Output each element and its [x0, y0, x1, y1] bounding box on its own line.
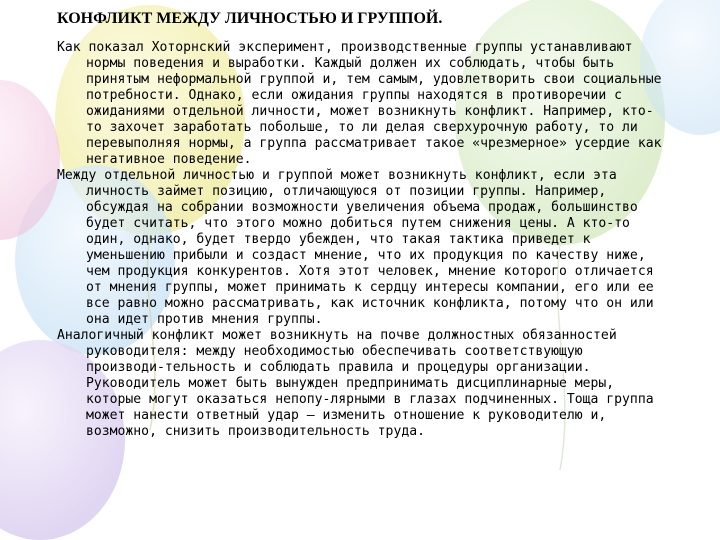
body-paragraph: Между отдельной личностью и группой может возникнуть конфликт, если эта личность займет позицию, отличающуюся от позиции группы. Например, обсуждая на собрании возможности увеличения объема продаж, большинство будет считать, что этого можно добиться путем снижения цены. А кто-то один, однако, будет твердо убежден, что такая тактика приведет к уменьшению прибыли и создаст мнение, что их продукция по качеству ниже, чем продукция конкурентов. Хотя этот человек, мнение которого отличается от мнения группы, может принимать к сердцу интересы компании, его или ее все равно можно рассматривать, как источник конфликта, потому что он или она идет против мнения группы.: [57, 168, 654, 327]
slide-body: [57, 40, 669, 440]
slide-title: КОНФЛИКТ МЕЖДУ ЛИЧНОСТЬЮ И ГРУППОЙ.: [57, 10, 443, 27]
body-paragraph: Аналогичный конфликт может возникнуть на почве должностных обязанностей руководителя: между необходимостью обеспечивать соответствующую производи-тельность и соблюдать правила и процедуры организации. Руководитель может быть вынужден предпринимать дисциплинарные меры, которые могут оказаться непопу-лярными в глазах подчиненных. Тоща группа может нанести ответный удар — изменить отношение к руководителю и, возможно, снизить производительность труда.: [57, 328, 654, 439]
body-paragraph: Как показал Хоторнский эксперимент, производственные группы устанавливают нормы поведения и выработки. Каждый должен их соблюдать, чтобы быть принятым неформальной группой и, тем самым, удовлетворить свои социальные потребности. Однако, если ожидания группы находятся в противоречии с ожиданиями отдельной личности, может возникнуть конфликт. Например, кто-то захочет заработать побольше, то ли делая сверхурочную работу, то ли перевыполняя нормы, а группа рассматривает такое «чрезмерное» усердие как негативное поведение.: [57, 40, 662, 167]
